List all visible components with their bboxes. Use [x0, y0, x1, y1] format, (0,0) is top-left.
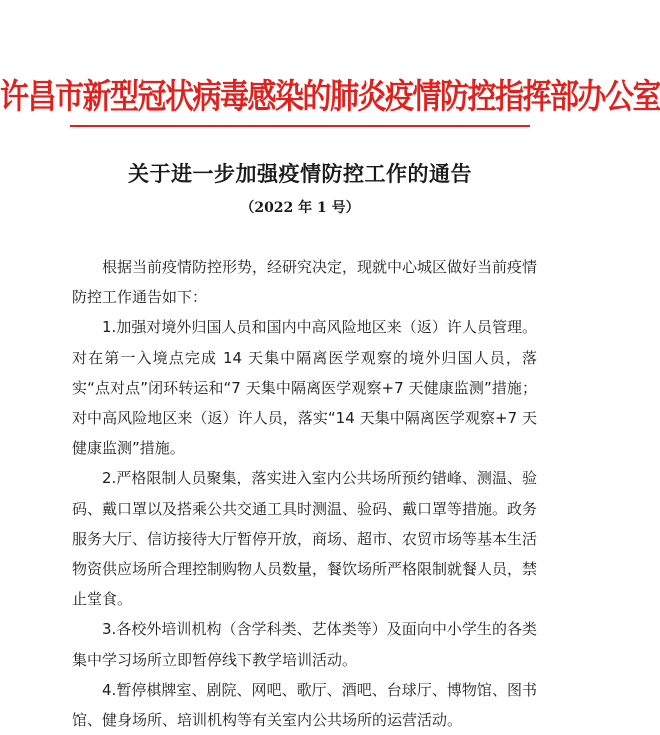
clause-2-paragraph: 2.严格限制人员聚集，落实进入室内公共场所预约错峰、测温、验码、戴口罩以及搭乘公共交通工具时测温、验码、戴口罩等措施。政务服务大厅、信访接待大厅暂停开放，商场、超市、农贸市场等基本生活物资供应场所合理控制购物人员数量，餐饮场所严格限制就餐人员，禁止堂食。: [72, 469, 538, 609]
red-divider-line: [70, 125, 530, 127]
notice-title: 关于进一步加强疫情防控工作的通告: [128, 161, 472, 186]
clause-4-paragraph: 4.暂停棋牌室、剧院、网吧、歌厅、酒吧、台球厅、博物馆、图书馆、健身场所、培训机构等有关室内公共场所的运营活动。: [72, 680, 537, 730]
notice-number: （2022 年 1 号）: [240, 200, 360, 216]
notice-body: [72, 252, 537, 735]
clause-1-paragraph: 1.加强对境外归国人员和国内中高风险地区来（返）许人员管理。对在第一入境点完成 14 天集中隔离医学观察的境外归国人员，落实“点对点”闭环转运和“7 天集中隔离医学观察+7 天健康监测”措施；对中高风险地区来（返）许人员，落实“14 天集中隔离医学观察+7 天健康监测”措施。: [72, 318, 537, 458]
clause-3-paragraph: 3.各校外培训机构（含学科类、艺体类等）及面向中小学生的各类集中学习场所立即暂停线下教学培训活动。: [72, 620, 537, 669]
intro-paragraph: 根据当前疫情防控形势，经研究决定，现就中心城区做好当前疫情防控工作通告如下：: [72, 258, 538, 307]
issuing-office-header: 许昌市新型冠状病毒感染的肺炎疫情防控指挥部办公室: [0, 75, 660, 117]
